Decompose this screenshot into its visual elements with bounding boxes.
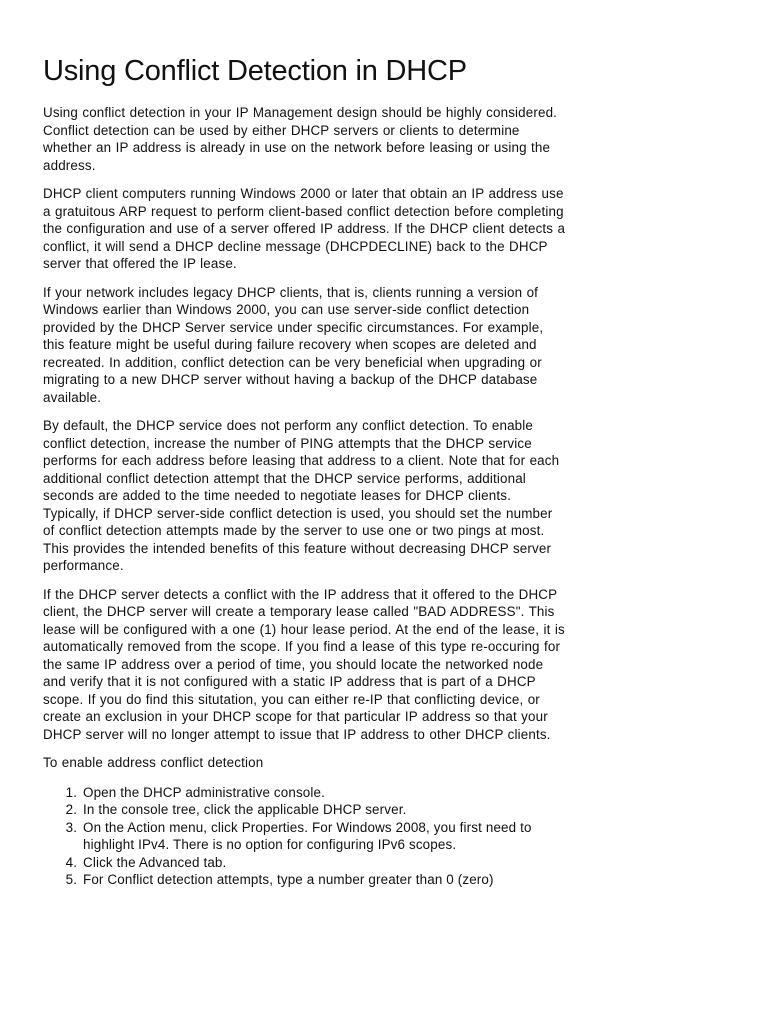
paragraph-intro: Using conflict detection in your IP Management design should be highly considered. Conflict detection can be used by either DHCP servers or clients to determine whether an IP address is already in use on the network before leasing or using the address. bbox=[43, 105, 558, 173]
procedure-steps bbox=[43, 784, 568, 889]
list-item: 4. Click the Advanced tab. bbox=[81, 854, 568, 872]
paragraph-default-behavior: By default, the DHCP service does not perform any conflict detection. To enable conflict detection, increase the number of PING attempts that the DHCP service performs for each address before leasing that address to a client. Note that for each additional conflict detection attempt that the DHCP service performs, additional seconds are added to the time needed to negotiate leases for DHCP clients. Typically, if DHCP server-side conflict detection is used, you should set the number of conflict detection attempts made by the server to use one or two pings at most. This provides the intended benefits of this feature without decreasing DHCP server performance. bbox=[43, 418, 560, 573]
page-title: Using Conflict Detection in DHCP bbox=[43, 55, 467, 87]
document-page bbox=[43, 52, 568, 889]
procedure-heading: To enable address conflict detection bbox=[43, 755, 264, 770]
paragraph-legacy-clients: If your network includes legacy DHCP clients, that is, clients running a version of Windows earlier than Windows 2000, you can use server-side conflict detection provided by the DHCP Server service under specific circumstances. For example, this feature might be useful during failure recovery when scopes are deleted and recreated. In addition, conflict detection can be very beneficial when upgrading or migrating to a new DHCP server without having a backup of the DHCP database available. bbox=[43, 284, 544, 405]
list-item: 3. On the Action menu, click Properties. For Windows 2008, you first need to highlight IPv4. There is no option for configuring IPv6 scopes. bbox=[81, 819, 568, 854]
list-item: 5. For Conflict detection attempts, type a number greater than 0 (zero) bbox=[81, 871, 568, 889]
paragraph-client-detection: DHCP client computers running Windows 2000 or later that obtain an IP address use a gratuitous ARP request to perform client-based conflict detection before completing the configuration and use of a server offered IP address. If the DHCP client detects a conflict, it will send a DHCP decline message (DHCPDECLINE) back to the DHCP server that offered the IP lease. bbox=[43, 186, 566, 271]
list-item: 2. In the console tree, click the applicable DHCP server. bbox=[81, 801, 568, 819]
paragraph-bad-address: If the DHCP server detects a conflict with the IP address that it offered to the DHCP client, the DHCP server will create a temporary lease called "BAD ADDRESS". This lease will be configured with a one (1) hour lease period. At the end of the lease, it is automatically removed from the scope. If you find a lease of this type re-occuring for the same IP address over a period of time, you should locate the networked node and verify that it is not configured with a static IP address that is part of a DHCP scope. If you do find this situtation, you can either re-IP that conflicting device, or create an exclusion in your DHCP scope for that particular IP address so that your DHCP server will no longer attempt to issue that IP address to other DHCP clients. bbox=[43, 586, 565, 742]
list-item: 1. Open the DHCP administrative console. bbox=[81, 784, 568, 802]
